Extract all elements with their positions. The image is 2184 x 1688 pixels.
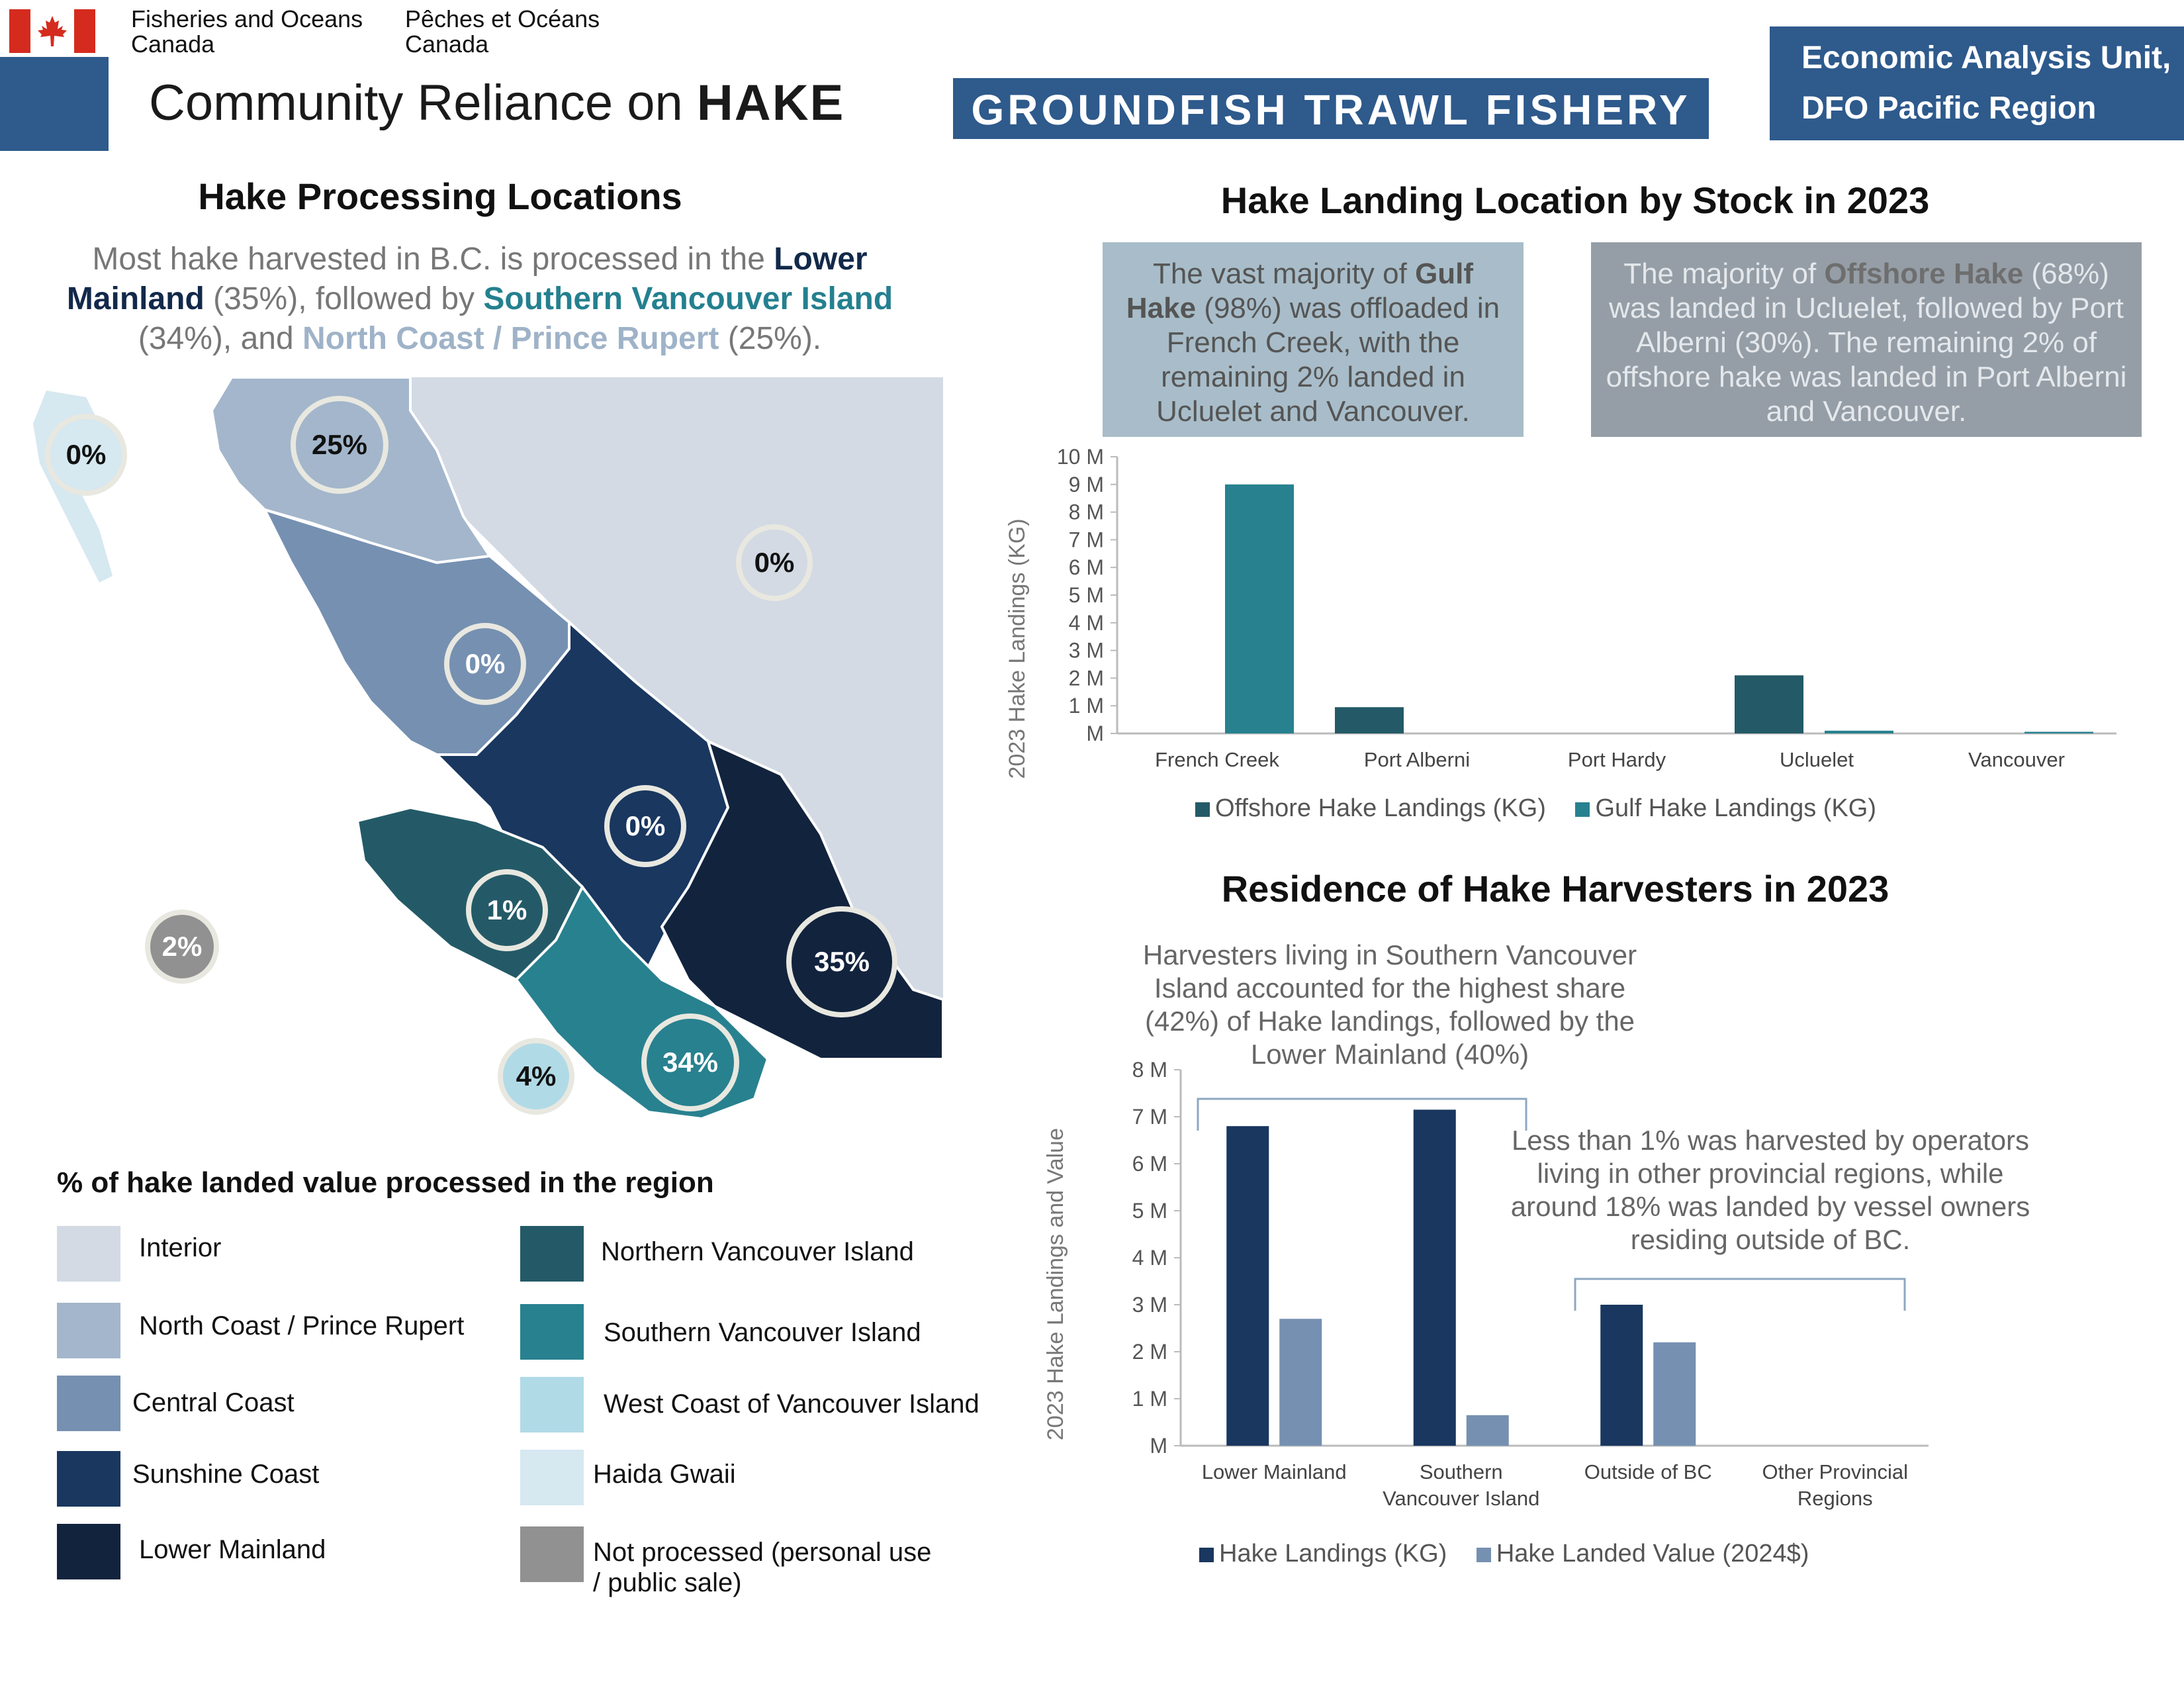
- processing-title: Hake Processing Locations: [198, 175, 682, 217]
- label-northern-vi-text: 1%: [486, 894, 527, 925]
- label-southern-vi: [644, 1016, 737, 1109]
- bracket-1: [1198, 1099, 1526, 1131]
- category-label: Vancouver Island: [1383, 1487, 1540, 1510]
- category-label: Ucluelet: [1780, 748, 1854, 771]
- legend-landings-label: Hake Landings (KG): [1219, 1540, 1447, 1568]
- department-name-fr: [405, 7, 600, 57]
- gulf-note-text-1: The vast majority of: [1152, 258, 1416, 290]
- landing-chart-legend: [1195, 794, 1876, 823]
- label-north-coast-text: 25%: [311, 429, 368, 460]
- legend-landings: [1199, 1540, 1447, 1568]
- label-not-processed: [148, 912, 216, 981]
- gulf-note-text-2: (98%) was offloaded in French Creek, with the remaining 2% landed in Ucluelet and Vancouver.: [1156, 292, 1500, 428]
- category-label: French Creek: [1155, 748, 1279, 771]
- legend-gulf: [1575, 794, 1876, 822]
- bar-1-0: [1279, 1319, 1322, 1446]
- processing-intro: [26, 240, 933, 359]
- landing-chart-y-label: 2023 Hake Landings (KG): [1005, 518, 1030, 779]
- legend-swatch-central-coast: [57, 1376, 120, 1431]
- map-percent-labels: [0, 371, 953, 1152]
- legend-swatch-sunshine-coast: [57, 1451, 120, 1507]
- intro-north-coast: North Coast / Prince Rupert: [302, 321, 719, 356]
- label-central-coast: [447, 626, 523, 702]
- y-tick-label: 8 M: [1068, 500, 1104, 524]
- category-label: Vancouver: [1968, 748, 2065, 771]
- label-north-coast: [293, 399, 386, 491]
- page-title: [149, 74, 844, 132]
- bar-0-1: [1335, 707, 1404, 733]
- category-label: Southern: [1419, 1460, 1503, 1483]
- offshore-note-bold: Offshore Hake: [1824, 258, 2024, 290]
- legend-label-northern-vi: Northern Vancouver Island: [601, 1237, 914, 1266]
- category-label: Outside of BC: [1584, 1460, 1712, 1483]
- legend-offshore: [1195, 794, 1546, 822]
- intro-lower-mainland: Lower Mainland: [66, 242, 868, 316]
- label-sunshine-coast-text: 0%: [625, 810, 666, 841]
- y-tick-label: 7 M: [1132, 1105, 1167, 1129]
- landing-title: Hake Landing Location by Stock in 2023: [1220, 179, 1930, 221]
- y-tick-label: 6 M: [1068, 555, 1104, 580]
- label-lower-mainland-text: 35%: [813, 946, 870, 977]
- legend-label-west-coast-vi: West Coast of Vancouver Island: [604, 1389, 979, 1419]
- intro-text-2: (35%), followed by: [204, 281, 484, 316]
- unit-badge-line1: Economic Analysis Unit,: [1801, 40, 2171, 75]
- label-southern-vi-text: 34%: [662, 1047, 719, 1078]
- y-tick-label: 1 M: [1068, 694, 1104, 718]
- category-label: Port Alberni: [1363, 748, 1471, 771]
- category-label: Lower Mainland: [1201, 1460, 1347, 1483]
- legend-label-not-processed: [593, 1537, 931, 1598]
- department-name-fr-line1: Pêches et Océans: [405, 5, 600, 32]
- bar-1-0: [1225, 485, 1294, 733]
- bar-1-3: [1825, 731, 1893, 733]
- landing-chart-bars: [1225, 485, 2093, 733]
- y-tick-label: 10 M: [1056, 445, 1104, 469]
- y-tick-label: 5 M: [1068, 583, 1104, 607]
- label-haida-gwaii: [48, 416, 124, 493]
- label-central-coast-text: 0%: [465, 648, 506, 679]
- intro-text-1: Most hake harvested in B.C. is processed in the: [92, 242, 774, 277]
- label-interior: [739, 527, 810, 598]
- label-interior-text: 0%: [754, 547, 795, 578]
- y-tick-label: M: [1086, 722, 1104, 745]
- header-accent-block: [0, 57, 109, 151]
- residence-annotation-2: Less than 1% was harvested by operators living in other provincial regions, while around 18% was landed by vessel owners residing outside of BC.: [1510, 1125, 2030, 1255]
- intro-southern-vi: Southern Vancouver Island: [483, 281, 893, 316]
- gulf-note-bold: Gulf Hake: [1126, 258, 1474, 324]
- category-label: Other Provincial: [1762, 1460, 1909, 1483]
- legend-value-label: Hake Landed Value (2024$): [1496, 1540, 1809, 1568]
- label-northern-vi: [469, 872, 545, 949]
- residence-chart-y-label: 2023 Hake Landings and Value: [1043, 1128, 1068, 1440]
- offshore-hake-note: [1591, 242, 2142, 437]
- legend-swatch-southern-vi: [520, 1304, 584, 1360]
- y-tick-label: 1 M: [1132, 1387, 1167, 1411]
- offshore-note-text-2: (68%) was landed in Ucluelet, followed by Port Alberni (30%). The remaining 2% of offshore hake was landed in Port Alberni and Vancouver.: [1606, 258, 2127, 428]
- department-name-en-line1: Fisheries and Oceans: [131, 5, 363, 32]
- y-tick-label: 9 M: [1068, 472, 1104, 496]
- category-label: Regions: [1797, 1487, 1873, 1510]
- residence-annotation-1: Harvesters living in Southern Vancouver Island accounted for the highest share (42%) of Hake landings, followed by the Lower Mainland (40%): [1142, 939, 1637, 1070]
- legend-swatch-interior: [57, 1226, 120, 1282]
- label-lower-mainland: [789, 909, 895, 1015]
- residence-title: Residence of Hake Harvesters in 2023: [1221, 868, 1889, 910]
- legend-swatch-haida-gwaii: [520, 1450, 584, 1505]
- landing-chart-y-ticks: [1057, 445, 1104, 745]
- category-label: Port Hardy: [1567, 748, 1666, 771]
- canada-flag-icon: [9, 9, 95, 53]
- legend-swatch-not-processed: [520, 1526, 584, 1582]
- legend-label-sunshine-coast: Sunshine Coast: [132, 1460, 320, 1489]
- legend-label-interior: Interior: [139, 1233, 222, 1262]
- legend-label-not-processed-line1: Not processed (personal use: [593, 1538, 932, 1567]
- y-tick-label: 4 M: [1068, 610, 1104, 635]
- landing-chart: [993, 437, 2131, 794]
- fishery-banner: GROUNDFISH TRAWL FISHERY: [953, 78, 1709, 139]
- legend-label-central-coast: Central Coast: [132, 1388, 295, 1417]
- legend-gulf-label: Gulf Hake Landings (KG): [1595, 794, 1876, 822]
- gulf-hake-note: [1103, 242, 1524, 437]
- legend-offshore-label: Offshore Hake Landings (KG): [1215, 794, 1546, 822]
- legend-swatch-west-coast-vi: [520, 1377, 584, 1432]
- y-tick-label: 5 M: [1132, 1199, 1167, 1223]
- unit-badge: [1770, 26, 2184, 140]
- residence-chart-bars: [1226, 1109, 1696, 1446]
- unit-badge-line2: DFO Pacific Region: [1801, 91, 2097, 126]
- offshore-note-text-1: The majority of: [1623, 258, 1825, 290]
- y-tick-label: 4 M: [1132, 1246, 1167, 1270]
- intro-text-4: (25%).: [719, 321, 822, 356]
- bar-0-2: [1600, 1305, 1643, 1446]
- y-tick-label: 8 M: [1132, 1058, 1167, 1082]
- intro-text-3: (34%), and: [138, 321, 302, 356]
- legend-label-north-coast: North Coast / Prince Rupert: [139, 1311, 465, 1340]
- legend-swatch-northern-vi: [520, 1226, 584, 1282]
- department-name-fr-line2: Canada: [405, 30, 489, 58]
- y-tick-label: 2 M: [1132, 1340, 1167, 1364]
- bar-0-0: [1226, 1126, 1269, 1446]
- legend-swatch-north-coast: [57, 1303, 120, 1358]
- department-name-en-line2: Canada: [131, 30, 215, 58]
- legend-label-haida-gwaii: Haida Gwaii: [593, 1460, 736, 1489]
- y-tick-label: 6 M: [1132, 1152, 1167, 1176]
- page-title-species: HAKE: [696, 75, 845, 131]
- y-tick-label: 3 M: [1132, 1293, 1167, 1317]
- label-haida-gwaii-text: 0%: [66, 439, 107, 470]
- legend-label-not-processed-line2: / public sale): [593, 1568, 742, 1597]
- residence-chart-legend: [1199, 1540, 1809, 1568]
- y-tick-label: 3 M: [1068, 638, 1104, 663]
- label-west-coast-vi-text: 4%: [516, 1060, 557, 1092]
- y-tick-label: M: [1150, 1434, 1167, 1458]
- bar-0-1: [1414, 1109, 1456, 1446]
- label-not-processed-text: 2%: [161, 931, 203, 962]
- legend-swatch-lower-mainland: [57, 1524, 120, 1579]
- department-name-en: [131, 7, 363, 57]
- bar-1-1: [1467, 1415, 1509, 1446]
- map-legend-title: % of hake landed value processed in the region: [57, 1166, 714, 1199]
- y-tick-label: 2 M: [1068, 666, 1104, 690]
- landing-chart-categories: [1155, 748, 2065, 771]
- bar-1-2: [1653, 1342, 1696, 1446]
- label-west-coast-vi: [500, 1041, 572, 1112]
- bar-1-4: [2025, 731, 2093, 733]
- residence-chart-categories: [1202, 1460, 1908, 1510]
- legend-label-southern-vi: Southern Vancouver Island: [604, 1318, 921, 1347]
- y-tick-label: 7 M: [1068, 528, 1104, 552]
- bar-0-3: [1735, 675, 1803, 733]
- page-title-prefix: Community Reliance on: [149, 75, 697, 131]
- legend-value: [1477, 1540, 1809, 1568]
- residence-chart-y-ticks: [1132, 1058, 1167, 1458]
- legend-label-lower-mainland: Lower Mainland: [139, 1535, 326, 1564]
- residence-chart: [1032, 1033, 2105, 1536]
- label-sunshine-coast: [607, 788, 684, 865]
